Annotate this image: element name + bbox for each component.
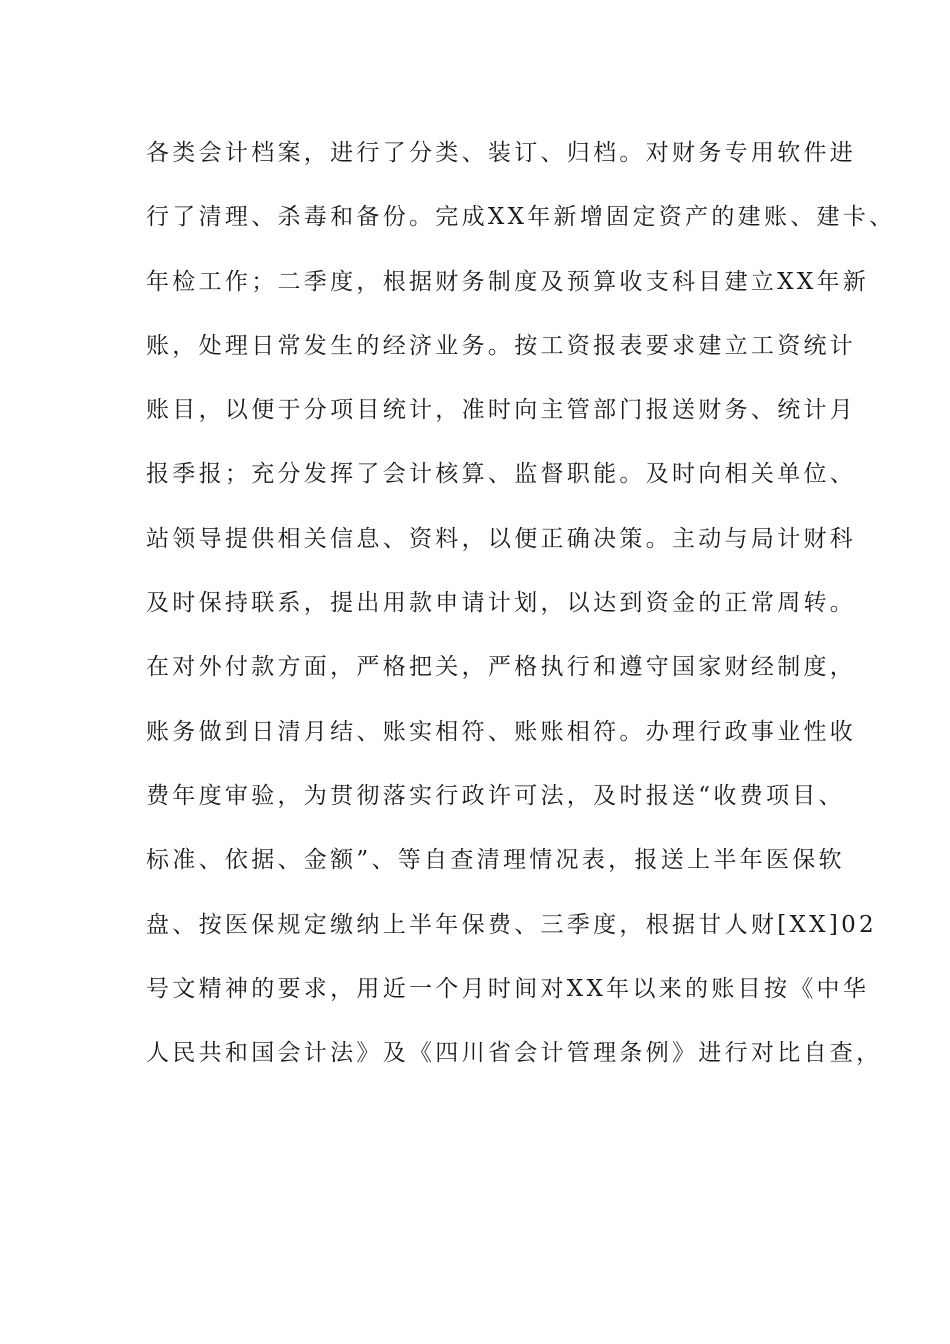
text-line: 账目，以便于分项目统计，准时向主管部门报送财务、统计月 [146, 397, 857, 424]
text-line: 人民共和国会计法》及《四川省会计管理条例》进行对比自查， [146, 1040, 883, 1067]
text-line: 账，处理日常发生的经济业务。按工资报表要求建立工资统计 [146, 332, 857, 359]
text-line: 及时保持联系，提出用款申请计划，以达到资金的正常周转。 [146, 590, 857, 617]
text-line: 年检工作；二季度，根据财务制度及预算收支科目建立XX年新 [146, 268, 870, 295]
text-line: 费年度审验，为贯彻落实行政许可法，及时报送“收费项目、 [146, 782, 845, 809]
text-line: 站领导提供相关信息、资料，以便正确决策。主动与局计财科 [146, 525, 857, 552]
text-line: 各类会计档案，进行了分类、装订、归档。对财务专用软件进 [146, 140, 857, 166]
text-line: 盘、按医保规定缴纳上半年保费、三季度，根据甘人财[XX]02 [146, 911, 877, 938]
text-line: 账务做到日清月结、账实相符、账账相符。办理行政事业性收 [146, 718, 857, 745]
document-body [146, 133, 896, 1097]
text-line: 标准、依据、金额”、等自查清理情况表，报送上半年医保软 [146, 847, 845, 874]
text-line: 号文精神的要求，用近一个月时间对XX年以来的账目按《中华 [146, 975, 870, 1002]
text-line: 在对外付款方面，严格把关，严格执行和遵守国家财经制度， [146, 654, 857, 681]
text-line: 报季报；充分发挥了会计核算、监督职能。及时向相关单位、 [146, 461, 857, 488]
text-line: 行了清理、杀毒和备份。完成XX年新增固定资产的建账、建卡、 [146, 204, 896, 231]
